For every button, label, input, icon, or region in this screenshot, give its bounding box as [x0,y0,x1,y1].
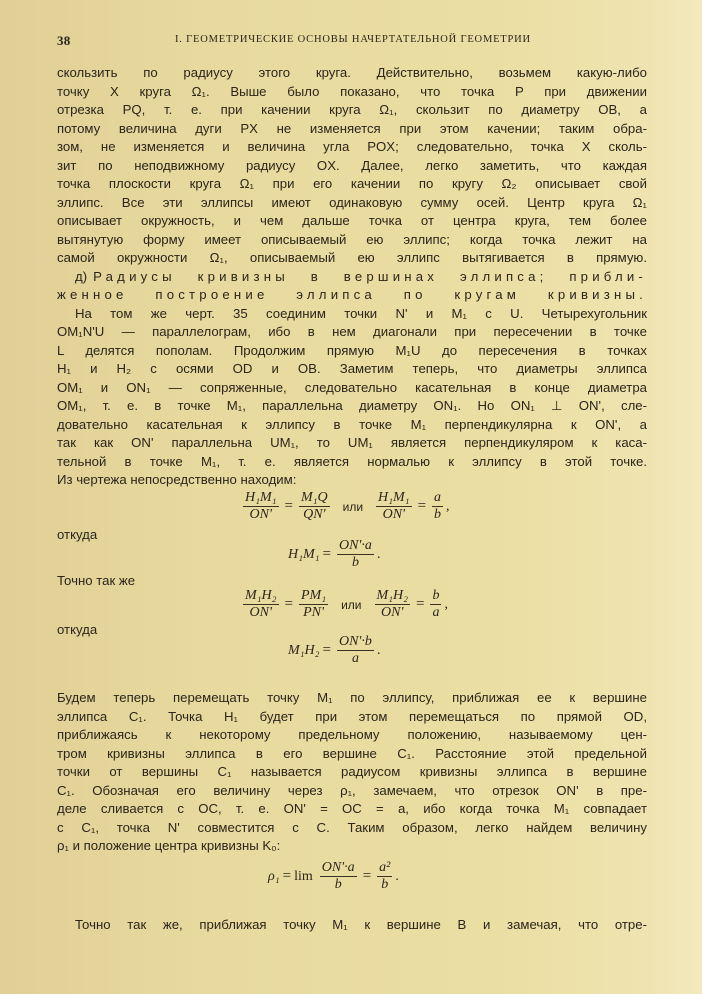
formula-m1h2: M₁H₂ = $\frac{ON'\cdot b}{a}$ . [288,634,381,666]
text-line: На том же черт. 35 соединим точки N' и M₁ с U. Четырехугольник [75,305,647,321]
text-line: OM₁N'U — параллелограм, ибо в нем диагонали при пересечении в точке [57,324,647,339]
text-line: точка плоскости круга Ω₁ при его качении по кругу Ω₂ описывает свой [57,176,647,191]
text-line: точку X круга Ω₁. Выше было показано, что точка P при движении [57,83,647,99]
text-line: Будем теперь перемещать точку M₁ по эллипсу, приближая ее к вершине [57,690,647,705]
text-line: так как ON' параллельна UM₁, то UM₁ является перпендикуляром к каса- [57,435,647,450]
formula-h1m1: H₁M₁ = $\frac{ON'\cdot a}{b}$ . [288,538,381,570]
text-line: эллипс. Все эти эллипсы имеют одинаковую сумму осей. Центр круга Ω₁ [57,194,647,210]
text-line: довательно касательная к эллипсу в точке M₁ перпендикулярна к ON', а [57,416,647,432]
text-line: Из чертежа непосредственно находим: [57,472,297,487]
text-line: OM₁, т. е. в точке M₁, параллельна диаметру ON₁. Но ON₁ ⊥ ON', сле- [57,398,647,413]
text-line: потому величина дуги PX не изменяется при этом качении; таким обра- [57,120,647,136]
label-tochno-tak-zhe: Точно так же [57,573,136,588]
text-line: точки от вершины C₁ называется радиусом кривизны эллипса в вершине [57,764,647,779]
formula-ratio-1: $\frac{\text{H₁M₁}}{ON'}$ = $\frac{\text{M₁Q}}{QN'}$ или $\frac{\text{H₁M₁}}{ON'}$ = $\frac{a}{b}$ , [245,490,450,522]
text-line: описывает окружность, и чем дальше точка от центра круга, тем более [57,213,647,228]
text-line: OM₁ и ON₁ — сопряженные, следовательно касательная в конце диаметра [57,379,647,395]
label-otkuda: откуда [57,622,98,637]
running-title: I. ГЕОМЕТРИЧЕСКИЕ ОСНОВЫ НАЧЕРТАТЕЛЬНОЙ ГЕОМЕТРИИ [175,34,531,45]
text-line: самой окружности Ω₁, описываемый ею эллипс вытягивается в прямую. [57,250,647,265]
text-line: отрезка PQ, т. е. при качении круга Ω₁, скользит по диаметру OB, а [57,102,647,117]
text-line: скользить по радиусу этого круга. Действительно, возьмем какую-либо [57,65,647,80]
label-otkuda: откуда [57,527,98,542]
text-line: тельной в точке M₁, т. е. является нормалью к эллипсу в этой точке. [57,453,647,469]
section-heading-text: Радиусы кривизны в вершинах эллипса; прибли- [93,268,647,284]
text-line: H₁ и H₂ с осями OD и OB. Заметим теперь, что диаметры эллипса [57,361,647,376]
text-line: зит по неподвижному радиусу OX. Далее, легко заметить, что каждая [57,157,647,173]
formula-ratio-2: $\frac{\text{M₁H₂}}{ON'}$ = $\frac{\text{PM₁}}{PN'}$ или $\frac{\text{M₁H₂}}{ON'}$ = $\frac{b}{a}$ , [245,588,448,620]
text-line: тром кривизны эллипса в его вершине C₁. Расстояние этой предельной [57,745,647,761]
text-line: с C₁, точка N' совместится с C. Таким образом, легко найдем величину [57,819,647,835]
text-line: ρ₁ и положение центра кривизны K₀: [57,838,281,853]
text-line: Точно так же, приближая точку M₁ к вершине B и замечая, что отре- [75,917,647,932]
text-line: зом, не изменяется и величина угла POX; следовательно, точка X сколь- [57,139,647,154]
text-line: приближаясь к некоторому предельному положению, называемому цен- [57,727,647,742]
text-line: эллипса C₁. Точка H₁ будет при этом перемещаться по прямой OD, [57,708,647,724]
section-heading-line: женное построение эллипса по кругам кривизны. [57,287,647,302]
text-line: C₁. Обозначая его величину через ρ₁, замечаем, что отрезок ON' в пре- [57,782,647,798]
page-number: 38 [57,33,71,48]
section-heading-line [57,268,647,286]
text-line: L делятся пополам. Продолжим прямую M₁U до пересечения в точках [57,342,647,358]
formula-rho1-limit: ρ₁ = lim $\frac{ON'\cdot a}{b}$ = $\frac{\text{a²}}{b}$ . [268,860,399,892]
section-label: д) [75,268,88,284]
text-line: деле сливается с OC, т. е. ON' = OC = a, ибо когда точка M₁ совпадает [57,801,647,816]
text-line: вытянутую форму имеет описываемый ею эллипс; когда точка лежит на [57,231,647,247]
